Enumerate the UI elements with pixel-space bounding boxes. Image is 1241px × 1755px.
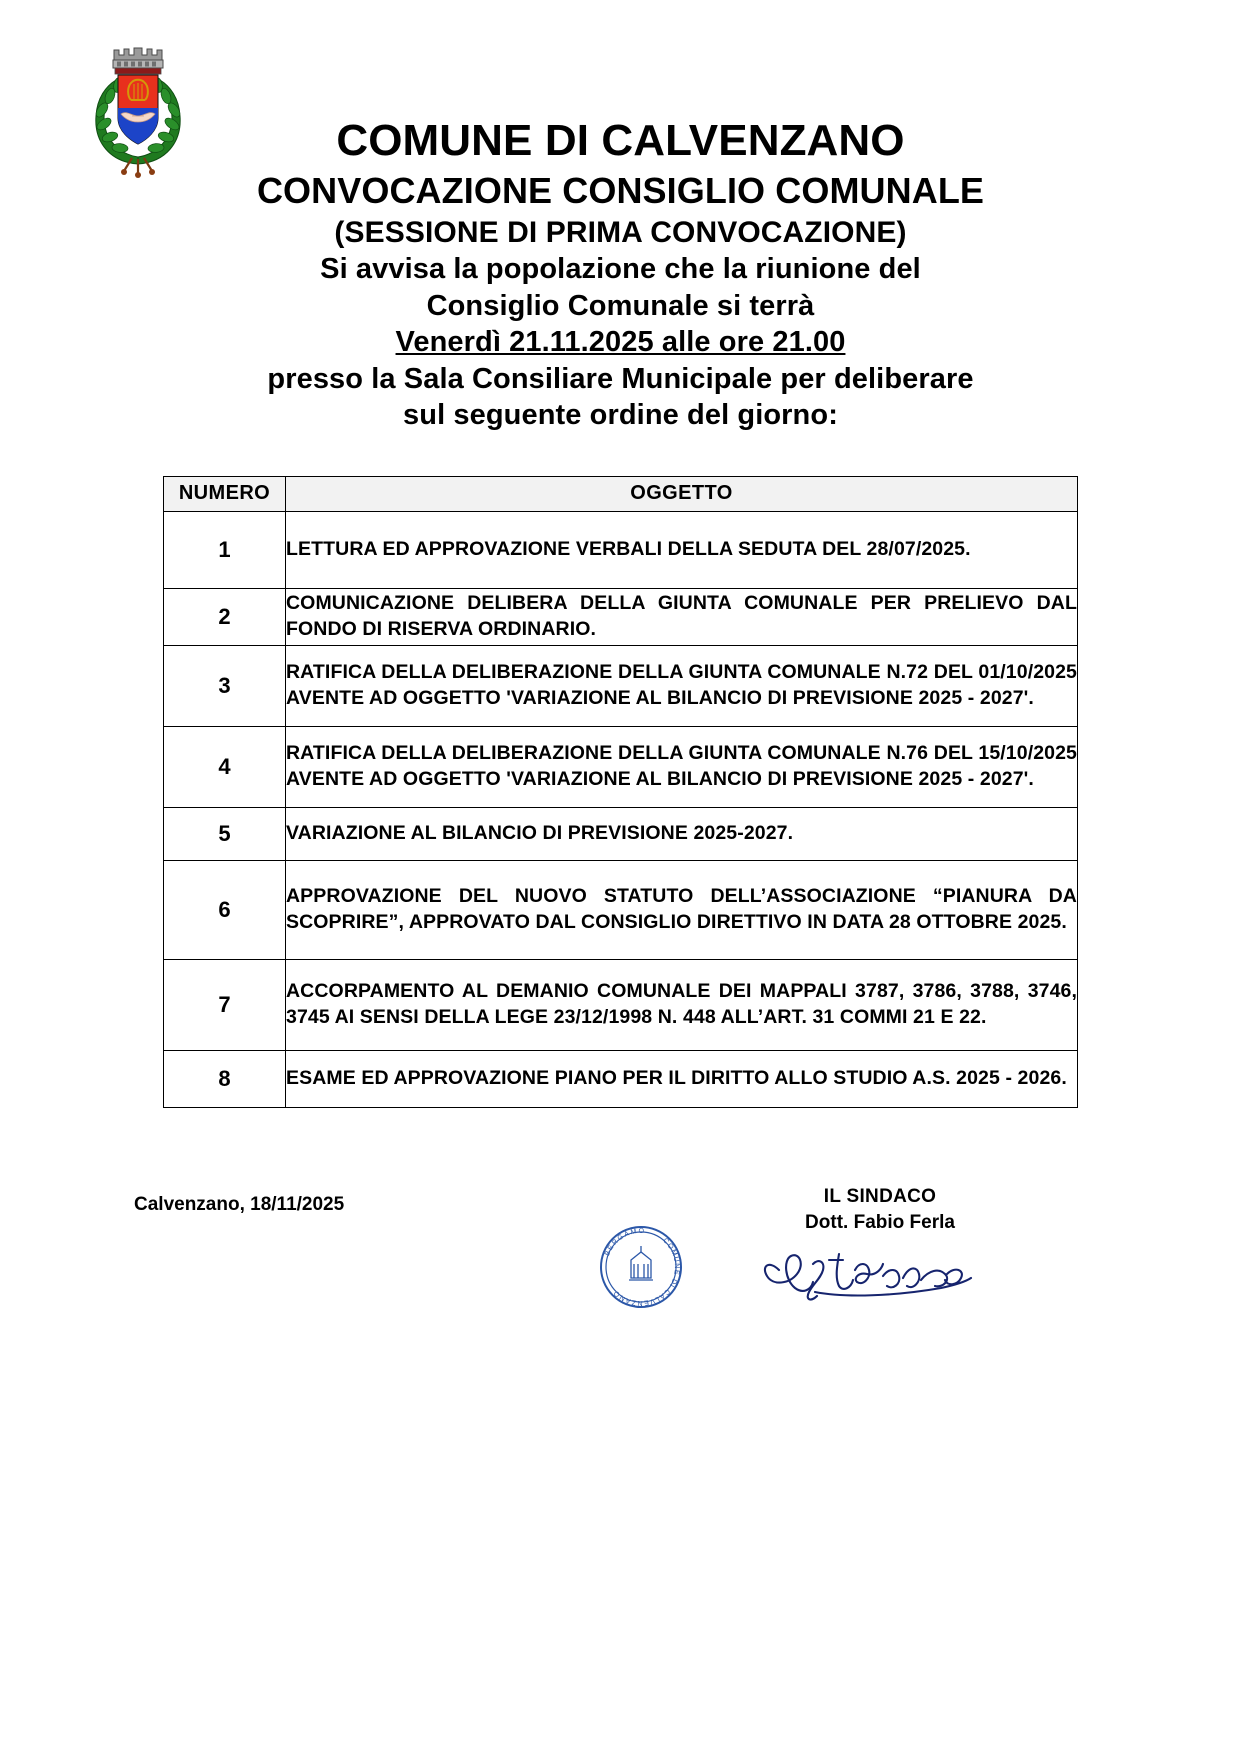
document-header [0,0,1241,432]
svg-text:COMUNE DI CALVENZANO: COMUNE DI CALVENZANO [610,1235,683,1308]
agenda-item-number: 1 [164,511,286,588]
official-round-stamp-icon [598,1224,684,1310]
agenda-item-object: ESAME ED APPROVAZIONE PIANO PER IL DIRITTO ALLO STUDIO A.S. 2025 - 2026. [286,1050,1078,1107]
header-session: (SESSIONE DI PRIMA CONVOCAZIONE) [334,215,907,249]
mural-crown-icon [113,48,163,74]
agenda-item-number: 7 [164,959,286,1050]
table-header-row [164,476,1078,511]
header-line-3: presso la Sala Consiliare Municipale per deliberare [267,362,974,395]
signature-title: IL SINDACO [823,1185,937,1207]
agenda-item-object: ACCORPAMENTO AL DEMANIO COMUNALE DEI MAPPALI 3787, 3786, 3788, 3746, 3745 AI SENSI DELLA LEGE 23/12/1998 N. 448 ALL’ART. 31 COMMI 21 E 22. [286,959,1078,1050]
header-line-2: Consiglio Comunale si terrà [426,289,815,322]
table-row [164,1050,1078,1107]
table-row [164,588,1078,645]
column-header-oggetto: OGGETTO [286,476,1078,511]
table-row [164,726,1078,807]
agenda-item-object: VARIAZIONE AL BILANCIO DI PREVISIONE 2025-2027. [286,807,1078,860]
shield-icon [118,75,158,144]
meeting-date-time: Venerdì 21.11.2025 alle ore 21.00 [395,326,846,359]
table-row [164,645,1078,726]
coat-of-arms-emblem [88,38,188,178]
header-line-1: Si avvisa la popolazione che la riunione del [320,253,921,286]
signature-name: Dott. Fabio Ferla [805,1211,955,1233]
signature-area [700,1186,1060,1306]
svg-text:BERGAMO: BERGAMO [604,1227,646,1257]
agenda-item-number: 8 [164,1050,286,1107]
table-row [164,959,1078,1050]
place-and-date: Calvenzano, 18/11/2025 [134,1193,345,1215]
agenda-item-number: 5 [164,807,286,860]
agenda-item-object: LETTURA ED APPROVAZIONE VERBALI DELLA SEDUTA DEL 28/07/2025. [286,511,1078,588]
table-row [164,511,1078,588]
document-footer [0,1186,1241,1426]
agenda-item-object: COMUNICAZIONE DELIBERA DELLA GIUNTA COMUNALE PER PRELIEVO DAL FONDO DI RISERVA ORDINARIO. [286,588,1078,645]
header-subtitle: CONVOCAZIONE CONSIGLIO COMUNALE [256,170,985,212]
column-header-numero: NUMERO [164,476,286,511]
agenda-item-object: APPROVAZIONE DEL NUOVO STATUTO DELL’ASSOCIAZIONE “PIANURA DA SCOPRIRE”, APPROVATO DAL CONSIGLIO DIRETTIVO IN DATA 28 OTTOBRE 2025. [286,860,1078,959]
table-row [164,860,1078,959]
table-row [164,807,1078,860]
agenda-item-number: 3 [164,645,286,726]
agenda-item-number: 6 [164,860,286,959]
agenda-item-object: RATIFICA DELLA DELIBERAZIONE DELLA GIUNTA COMUNALE N.72 DEL 01/10/2025 AVENTE AD OGGETTO 'VARIAZIONE AL BILANCIO DI PREVISIONE 2025 - 2027'. [286,645,1078,726]
agenda-table [163,476,1078,1108]
page-title: COMUNE DI CALVENZANO [336,116,905,165]
agenda-item-number: 4 [164,726,286,807]
agenda-item-object: RATIFICA DELLA DELIBERAZIONE DELLA GIUNTA COMUNALE N.76 DEL 15/10/2025 AVENTE AD OGGETTO 'VARIAZIONE AL BILANCIO DI PREVISIONE 2025 - 2027'. [286,726,1078,807]
agenda-table-container [163,476,1078,1108]
header-line-4: sul seguente ordine del giorno: [403,399,838,432]
handwritten-signature-icon [700,1240,1060,1306]
agenda-item-number: 2 [164,588,286,645]
